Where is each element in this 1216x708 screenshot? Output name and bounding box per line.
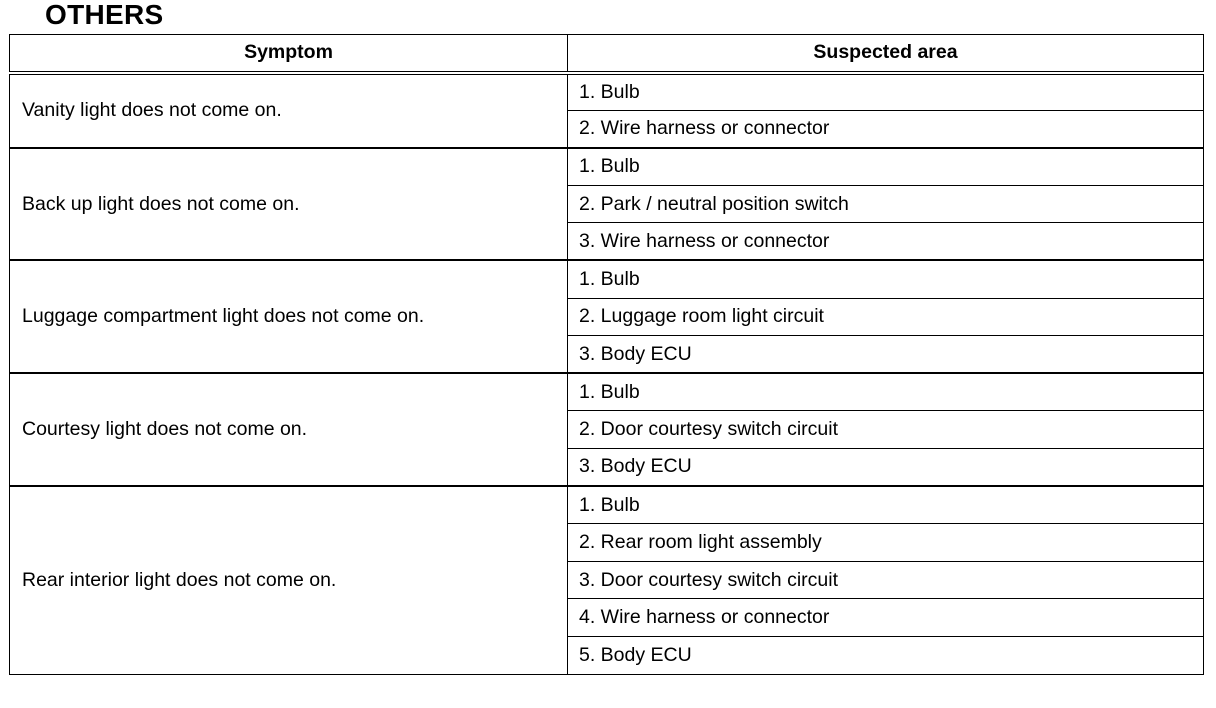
- symptom-cell: Vanity light does not come on.: [10, 73, 568, 148]
- suspected-area-cell: 1. Bulb: [568, 148, 1204, 186]
- suspected-area-cell: 2. Door courtesy switch circuit: [568, 411, 1204, 449]
- suspected-area-cell: 2. Luggage room light circuit: [568, 298, 1204, 336]
- table-row: [10, 373, 1204, 411]
- suspected-area-cell: 3. Body ECU: [568, 336, 1204, 374]
- suspected-area-cell: 1. Bulb: [568, 486, 1204, 524]
- suspected-area-cell: 3. Wire harness or connector: [568, 223, 1204, 261]
- suspected-area-cell: 2. Rear room light assembly: [568, 524, 1204, 562]
- page-title: OTHERS: [45, 0, 164, 30]
- symptom-table: [9, 34, 1204, 675]
- symptom-cell: Luggage compartment light does not come on.: [10, 260, 568, 373]
- table-row: [10, 486, 1204, 524]
- suspected-area-cell: 3. Door courtesy switch circuit: [568, 561, 1204, 599]
- symptom-cell: Courtesy light does not come on.: [10, 373, 568, 486]
- suspected-area-cell: 2. Wire harness or connector: [568, 110, 1204, 148]
- suspected-area-cell: 5. Body ECU: [568, 636, 1204, 674]
- suspected-area-cell: 4. Wire harness or connector: [568, 599, 1204, 637]
- table-row: [10, 148, 1204, 186]
- column-header-symptom: Symptom: [10, 35, 568, 73]
- symptom-cell: Back up light does not come on.: [10, 148, 568, 261]
- column-header-suspected-area: Suspected area: [568, 35, 1204, 73]
- suspected-area-cell: 1. Bulb: [568, 260, 1204, 298]
- suspected-area-cell: 3. Body ECU: [568, 448, 1204, 486]
- symptom-cell: Rear interior light does not come on.: [10, 486, 568, 674]
- table-row: [10, 73, 1204, 111]
- suspected-area-cell: 1. Bulb: [568, 373, 1204, 411]
- table-header-row: [10, 35, 1204, 73]
- suspected-area-cell: 1. Bulb: [568, 73, 1204, 111]
- table-row: [10, 260, 1204, 298]
- suspected-area-cell: 2. Park / neutral position switch: [568, 185, 1204, 223]
